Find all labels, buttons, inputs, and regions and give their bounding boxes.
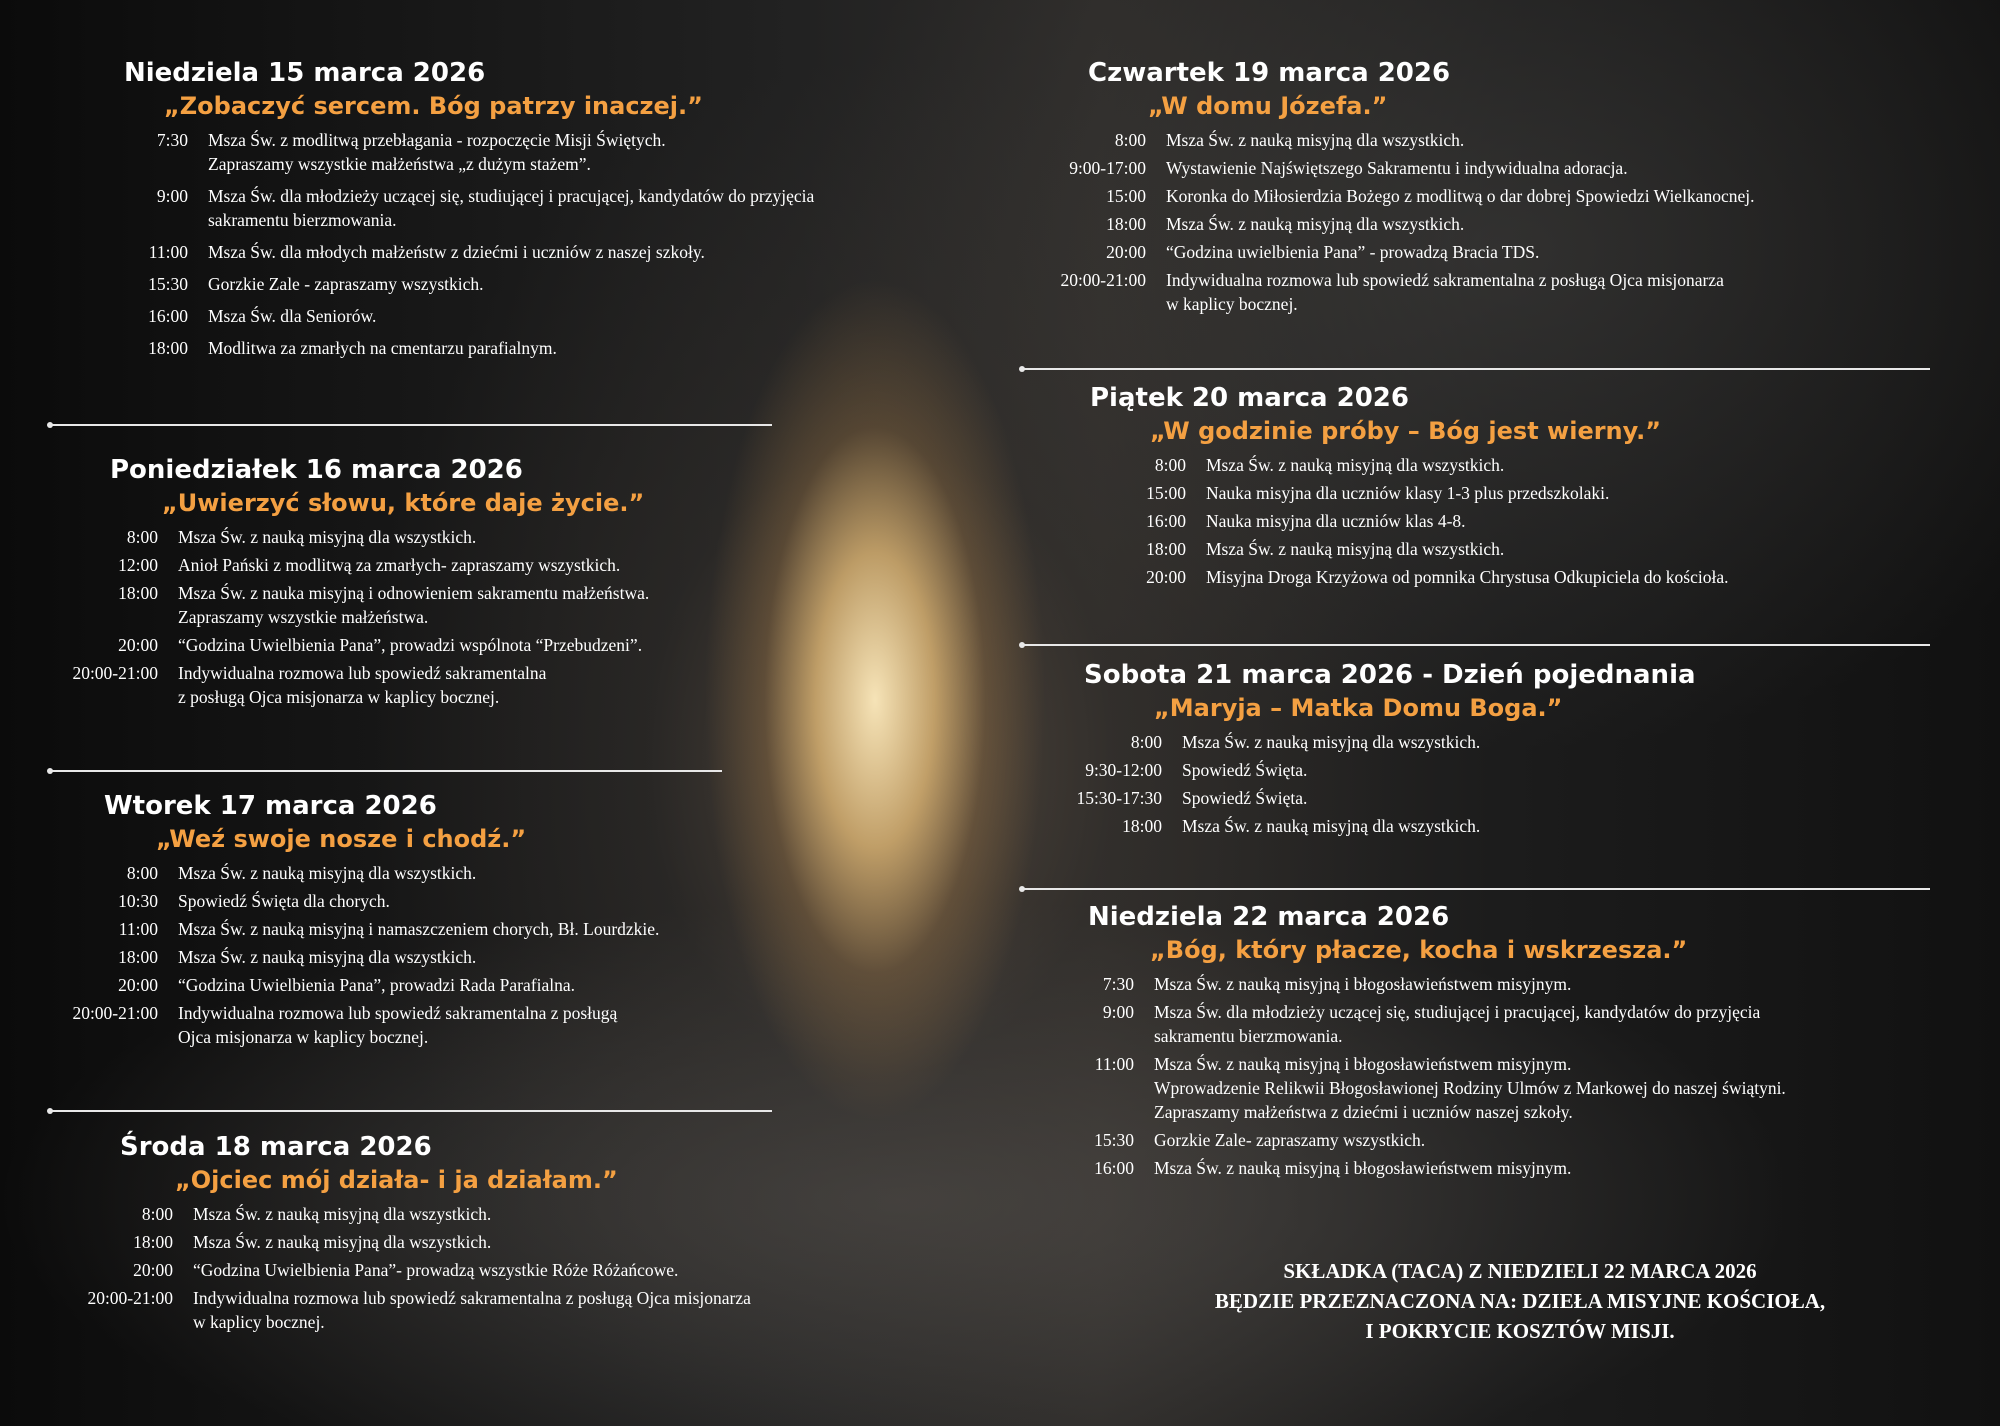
schedule-time: 20:00-21:00 [72,1003,158,1023]
section-divider [50,770,722,772]
schedule-time: 7:30 [156,130,188,150]
schedule-description: Anioł Pański z modlitwą za zmarłych- zapraszamy wszystkich. [178,555,621,575]
section-divider [1022,368,1930,370]
schedule-description: “Godzina Uwielbienia Pana”, prowadzi wspólnota “Przebudzeni”. [178,635,643,655]
schedule-item [1040,156,1754,180]
collection-note [1100,1256,1940,1346]
schedule-item [1040,1156,1786,1180]
schedule-time: 18:00 [118,583,158,603]
schedule-item [100,128,814,176]
day-block-saturday-21 [1040,660,1696,842]
schedule-time: 16:00 [1094,1158,1134,1178]
schedule-time: 15:00 [1146,483,1186,503]
schedule-time: 20:00-21:00 [1060,270,1146,290]
schedule-time: 7:30 [1102,974,1134,994]
schedule-time: 8:00 [1114,130,1146,150]
schedule-item [100,272,814,296]
schedule-item [40,889,659,913]
schedule-time: 20:00 [1106,242,1146,262]
schedule-list [40,861,659,1049]
section-divider [50,424,772,426]
day-heading: Piątek 20 marca 2026 [1090,383,1409,413]
collection-note-line: SKŁADKA (TACA) Z NIEDZIELI 22 MARCA 2026 [1283,1259,1757,1283]
schedule-item [40,633,649,657]
schedule-time: 11:00 [148,242,188,262]
schedule-item [1090,481,1728,505]
schedule-description: Msza Św. z nauką misyjną i namaszczeniem chorych, Bł. Lourdzkie. [178,919,660,939]
schedule-description: Gorzkie Zale- zapraszamy wszystkich. [1154,1130,1426,1150]
schedule-item [55,1230,751,1254]
schedule-time: 12:00 [118,555,158,575]
day-theme: „Weź swoje nosze i chodź.” [156,825,527,853]
schedule-description: “Godzina uwielbienia Pana” - prowadzą Bracia TDS. [1166,242,1540,262]
day-block-tuesday-17 [40,791,659,1053]
schedule-time: 9:30-12:00 [1085,760,1162,780]
schedule-time: 20:00 [118,975,158,995]
schedule-time: 18:00 [1122,816,1162,836]
schedule-item [1040,786,1652,810]
schedule-description: Msza Św. z nauką misyjną dla wszystkich. [1206,539,1505,559]
schedule-time: 15:00 [1106,186,1146,206]
day-heading: Środa 18 marca 2026 [120,1132,432,1162]
day-heading: Sobota 21 marca 2026 - Dzień pojednania [1084,660,1696,690]
schedule-time: 20:00 [133,1260,173,1280]
schedule-time: 9:00 [1102,1002,1134,1022]
schedule-list [55,1202,751,1334]
schedule-description: Misyjna Droga Krzyżowa od pomnika Chrystusa Odkupiciela do kościoła. [1206,567,1729,587]
section-divider [1022,644,1930,646]
schedule-item [55,1202,751,1226]
schedule-time: 9:00-17:00 [1069,158,1146,178]
day-block-monday-16 [40,455,649,713]
schedule-item [1040,1128,1786,1152]
schedule-description: Msza Św. dla młodych małżeństw z dziećmi i uczniów z naszej szkoły. [208,242,705,262]
schedule-item [1040,730,1652,754]
schedule-time: 20:00-21:00 [87,1288,173,1308]
schedule-description: Msza Św. z nauką misyjną i błogosławieństwem misyjnym. [1154,1158,1572,1178]
schedule-time: 15:30 [1094,1130,1134,1150]
collection-note-line: BĘDZIE PRZEZNACZONA NA: DZIEŁA MISYJNE KOŚCIOŁA, [1214,1289,1826,1313]
schedule-item [100,240,814,264]
schedule-time: 8:00 [1130,732,1162,752]
schedule-time: 8:00 [141,1204,173,1224]
schedule-item [1090,453,1728,477]
schedule-list [1040,972,1786,1180]
schedule-description: “Godzina Uwielbienia Pana”- prowadzą wszystkie Róże Różańcowe. [193,1260,679,1280]
day-theme: „Uwierzyć słowu, które daje życie.” [162,489,645,517]
schedule-description: Wystawienie Najświętszego Sakramentu i indywidualna adoracja. [1166,158,1628,178]
schedule-item [100,336,814,360]
schedule-time: 16:00 [148,306,188,326]
schedule-item [55,1258,751,1282]
day-theme: „Zobaczyć sercem. Bóg patrzy inaczej.” [164,92,703,120]
schedule-item [40,917,659,941]
schedule-description: Modlitwa za zmarłych na cmentarzu parafialnym. [208,338,557,358]
schedule-time: 11:00 [1094,1054,1134,1074]
schedule-description: Indywidualna rozmowa lub spowiedź sakramentalna z posługą Ojca misjonarza w kaplicy bocznej. [178,1003,618,1047]
schedule-item [40,973,659,997]
schedule-list [100,128,814,360]
schedule-description: “Godzina Uwielbienia Pana”, prowadzi Rada Parafialna. [178,975,575,995]
section-divider [1022,888,1930,890]
schedule-item [1040,128,1754,152]
schedule-item [1040,240,1754,264]
schedule-description: Msza Św. z nauką misyjną dla wszystkich. [1182,732,1481,752]
schedule-description: Msza Św. z nauką misyjną dla wszystkich. [1182,816,1481,836]
schedule-time: 8:00 [126,527,158,547]
schedule-item [100,304,814,328]
section-divider [50,1110,772,1112]
schedule-list [1040,730,1652,838]
schedule-time: 16:00 [1146,511,1186,531]
day-block-friday-20 [1090,383,1728,593]
schedule-item [1040,1000,1786,1048]
schedule-item [40,661,649,709]
day-theme: „W godzinie próby – Bóg jest wierny.” [1150,417,1661,445]
day-theme: „Ojciec mój działa- i ja działam.” [175,1166,618,1194]
schedule-time: 18:00 [148,338,188,358]
schedule-item [1040,758,1652,782]
schedule-description: Indywidualna rozmowa lub spowiedź sakramentalna z posługą Ojca misjonarza w kaplicy bocznej. [1166,270,1724,314]
schedule-time: 18:00 [1106,214,1146,234]
schedule-description: Msza Św. z nauką misyjną dla wszystkich. [193,1232,492,1252]
day-block-sunday-22 [1040,902,1786,1184]
schedule-time: 9:00 [156,186,188,206]
day-block-sunday-15 [100,58,814,368]
schedule-description: Msza Św. z nauką misyjną i błogosławieństwem misyjnym. Wprowadzenie Relikwii Błogosławionej Rodziny Ulmów z Markowej do naszej świątyni. Zapraszamy małżeństwa z dziećmi i uczniów naszej szkoły. [1154,1054,1786,1122]
day-heading: Niedziela 15 marca 2026 [124,58,486,88]
schedule-description: Msza Św. z nauką misyjną i błogosławieństwem misyjnym. [1154,974,1572,994]
schedule-description: Msza Św. z nauką misyjną dla wszystkich. [1166,214,1465,234]
schedule-item [40,525,649,549]
schedule-description: Msza Św. z nauką misyjną dla wszystkich. [193,1204,492,1224]
schedule-time: 11:00 [118,919,158,939]
schedule-description: Indywidualna rozmowa lub spowiedź sakramentalna z posługą Ojca misjonarza w kaplicy bocznej. [193,1288,751,1332]
schedule-item [1040,212,1754,236]
schedule-description: Gorzkie Zale - zapraszamy wszystkich. [208,274,484,294]
schedule-description: Msza Św. z nauką misyjną dla wszystkich. [1166,130,1465,150]
schedule-description: Msza Św. z nauką misyjną dla wszystkich. [1206,455,1505,475]
schedule-description: Msza Św. z nauką misyjną dla wszystkich. [178,863,477,883]
schedule-list [40,525,649,709]
schedule-time: 20:00-21:00 [72,663,158,683]
schedule-item [1040,184,1754,208]
schedule-description: Indywidualna rozmowa lub spowiedź sakramentalna z posługą Ojca misjonarza w kaplicy bocznej. [178,663,547,707]
schedule-item [100,184,814,232]
schedule-description: Spowiedź Święta. [1182,788,1308,808]
schedule-description: Nauka misyjna dla uczniów klasy 1-3 plus przedszkolaki. [1206,483,1610,503]
day-block-thursday-19 [1040,58,1754,320]
schedule-item [1040,972,1786,996]
schedule-time: 10:30 [118,891,158,911]
schedule-item [40,861,659,885]
schedule-item [40,945,659,969]
day-heading: Wtorek 17 marca 2026 [104,791,437,821]
day-theme: „Bóg, który płacze, kocha i wskrzesza.” [1150,936,1688,964]
schedule-description: Spowiedź Święta. [1182,760,1308,780]
day-block-wednesday-18 [55,1132,751,1338]
day-heading: Poniedziałek 16 marca 2026 [110,455,523,485]
schedule-description: Msza Św. dla Seniorów. [208,306,377,326]
schedule-item [40,553,649,577]
schedule-list [1040,128,1754,316]
schedule-time: 20:00 [118,635,158,655]
schedule-time: 18:00 [1146,539,1186,559]
collection-note-line: I POKRYCIE KOSZTÓW MISJI. [1365,1319,1675,1343]
schedule-description: Koronka do Miłosierdzia Bożego z modlitwą o dar dobrej Spowiedzi Wielkanocnej. [1166,186,1755,206]
schedule-time: 8:00 [126,863,158,883]
day-heading: Czwartek 19 marca 2026 [1088,58,1451,88]
schedule-item [1090,509,1728,533]
schedule-item [1090,537,1728,561]
day-heading: Niedziela 22 marca 2026 [1088,902,1450,932]
schedule-time: 15:30 [148,274,188,294]
schedule-item [1090,565,1728,589]
schedule-description: Msza Św. z nauka misyjną i odnowieniem sakramentu małżeństwa. Zapraszamy wszystkie małżeństwa. [178,583,650,627]
schedule-time: 18:00 [118,947,158,967]
schedule-list [1090,453,1728,589]
schedule-time: 8:00 [1154,455,1186,475]
schedule-description: Msza Św. dla młodzieży uczącej się, studiującej i pracującej, kandydatów do przyjęcia sakramentu bierzmowania. [1154,1002,1761,1046]
schedule-time: 18:00 [133,1232,173,1252]
schedule-item [1040,814,1652,838]
schedule-description: Nauka misyjna dla uczniów klas 4-8. [1206,511,1466,531]
schedule-time: 15:30-17:30 [1076,788,1162,808]
schedule-description: Msza Św. z modlitwą przebłagania - rozpoczęcie Misji Świętych. Zapraszamy wszystkie małżeństwa „z dużym stażem”. [208,130,666,174]
schedule-item [40,581,649,629]
schedule-item [1040,1052,1786,1124]
schedule-description: Msza Św. dla młodzieży uczącej się, studiującej i pracującej, kandydatów do przyjęcia sakramentu bierzmowania. [208,186,815,230]
schedule-description: Msza Św. z nauką misyjną dla wszystkich. [178,947,477,967]
schedule-description: Msza Św. z nauką misyjną dla wszystkich. [178,527,477,547]
day-theme: „Maryja – Matka Domu Boga.” [1154,694,1563,722]
day-theme: „W domu Józefa.” [1148,92,1388,120]
schedule-description: Spowiedź Święta dla chorych. [178,891,390,911]
schedule-item [40,1001,659,1049]
schedule-time: 20:00 [1146,567,1186,587]
schedule-item [55,1286,751,1334]
schedule-item [1040,268,1754,316]
